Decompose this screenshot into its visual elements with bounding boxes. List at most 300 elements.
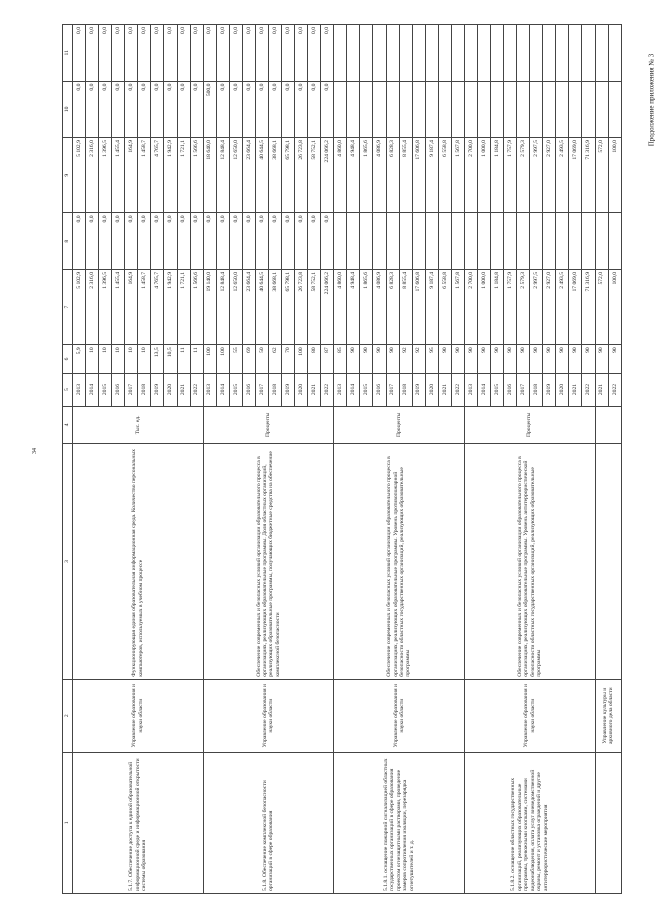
value-cell: 8 855,4 [399, 138, 412, 213]
unit-cell: Проценты [334, 406, 465, 444]
value-cell: 13,5 [151, 345, 164, 373]
value-cell: 0,0 [229, 213, 242, 270]
value-cell: 0,0 [177, 213, 190, 270]
value-cell: 4 860,0 [334, 269, 347, 344]
value-cell [334, 213, 347, 270]
value-cell [438, 25, 451, 82]
header-row [63, 25, 73, 894]
header-cell: 1 [63, 752, 73, 893]
value-cell: 17 606,8 [412, 269, 425, 344]
value-cell: 90 [491, 345, 504, 373]
value-cell: 90 [517, 345, 530, 373]
table-row [334, 25, 347, 894]
value-cell: 0,0 [138, 25, 151, 82]
value-cell [438, 81, 451, 138]
value-cell: 0,0 [73, 81, 86, 138]
value-cell: 23 664,4 [242, 269, 255, 344]
value-cell [608, 213, 621, 270]
value-cell: 0,0 [138, 81, 151, 138]
value-cell [373, 213, 386, 270]
year-cell: 2015 [491, 373, 504, 406]
value-cell: 0,0 [242, 213, 255, 270]
value-cell: 40 644,5 [255, 269, 268, 344]
value-cell: 85 [334, 345, 347, 373]
value-cell [438, 213, 451, 270]
year-cell: 2020 [425, 373, 438, 406]
value-cell: 572,0 [595, 138, 608, 213]
value-cell: 55 [229, 345, 242, 373]
table-row [203, 25, 216, 894]
value-cell: 0,0 [73, 213, 86, 270]
value-cell: 90 [504, 345, 517, 373]
value-cell: 1 865,6 [360, 269, 373, 344]
value-cell: 0,0 [321, 25, 334, 82]
value-cell: 92 [399, 345, 412, 373]
value-cell: 1 184,8 [491, 138, 504, 213]
value-cell [360, 81, 373, 138]
value-cell: 26 723,8 [295, 269, 308, 344]
value-cell: 65 798,1 [282, 269, 295, 344]
year-cell: 2022 [582, 373, 595, 406]
value-cell: 2 997,5 [530, 138, 543, 213]
value-cell: 2 316,0 [86, 138, 99, 213]
year-cell: 2016 [112, 373, 125, 406]
value-cell: 90 [438, 345, 451, 373]
year-cell: 2017 [125, 373, 138, 406]
value-cell [595, 213, 608, 270]
unit-cell: Проценты [203, 406, 334, 444]
indicator-text: Обеспечение современных и безопасных условий организации образовательного процесса в организациях, реализующих образовательные программы. Уровень противопожарной безопасности областных государственных организаций, реализующих образовательные программы [334, 444, 465, 680]
value-cell: 1 000,0 [477, 269, 490, 344]
value-cell: 2 316,0 [86, 269, 99, 344]
value-cell: 90 [347, 345, 360, 373]
value-cell [399, 81, 412, 138]
value-cell [477, 25, 490, 82]
value-cell: 0,0 [321, 81, 334, 138]
value-cell [360, 213, 373, 270]
value-cell: 6 558,8 [438, 269, 451, 344]
value-cell: 90 [477, 345, 490, 373]
value-cell: 6 828,3 [386, 138, 399, 213]
value-cell [582, 213, 595, 270]
year-cell: 2020 [164, 373, 177, 406]
value-cell: 2 579,3 [517, 138, 530, 213]
value-cell: 0,0 [295, 213, 308, 270]
value-cell: 10,5 [164, 345, 177, 373]
value-cell [569, 213, 582, 270]
value-cell: 12 650,0 [229, 269, 242, 344]
unit-cell [595, 406, 622, 444]
header-cell: 10 [63, 81, 73, 138]
value-cell: 0,0 [86, 213, 99, 270]
value-cell: 0,0 [216, 25, 229, 82]
value-cell [504, 213, 517, 270]
value-cell: 0,0 [255, 25, 268, 82]
value-cell: 0,0 [282, 81, 295, 138]
year-cell: 2013 [334, 373, 347, 406]
responsible-org: Управление образования и науки области [464, 679, 595, 752]
value-cell: 1 942,9 [164, 269, 177, 344]
value-cell: 5 102,9 [73, 269, 86, 344]
header-cell: 4 [63, 406, 73, 444]
value-cell [491, 213, 504, 270]
value-cell: 8 855,4 [399, 269, 412, 344]
value-cell: 0,0 [177, 81, 190, 138]
value-cell: 0,0 [125, 81, 138, 138]
value-cell [464, 25, 477, 82]
value-cell: 0,0 [321, 213, 334, 270]
value-cell [347, 81, 360, 138]
value-cell: 0,0 [295, 81, 308, 138]
year-cell: 2019 [543, 373, 556, 406]
year-cell: 2022 [608, 373, 621, 406]
value-cell: 4 948,4 [347, 269, 360, 344]
value-cell: 4 765,7 [151, 269, 164, 344]
value-cell: 0,0 [99, 25, 112, 82]
value-cell [399, 25, 412, 82]
value-cell: 40 644,5 [255, 138, 268, 213]
value-cell: 6 558,8 [438, 138, 451, 213]
value-cell [556, 81, 569, 138]
value-cell: 0,0 [268, 81, 281, 138]
value-cell [477, 213, 490, 270]
value-cell [556, 25, 569, 82]
value-cell: 0,0 [190, 81, 203, 138]
value-cell: 90 [543, 345, 556, 373]
value-cell: 17 069,0 [569, 269, 582, 344]
value-cell [477, 81, 490, 138]
indicator-text: Обеспечение современных и безопасных условий организации образовательного процесса в организациях, реализующих образовательные программы. Доля областных организаций, реализующих образовательные программы, получающих бюджетные средства на обеспечение комплексной безопасности [203, 444, 334, 680]
year-cell: 2018 [530, 373, 543, 406]
year-cell: 2022 [190, 373, 203, 406]
value-cell: 69 [242, 345, 255, 373]
year-cell: 2022 [451, 373, 464, 406]
year-cell: 2013 [464, 373, 477, 406]
value-cell: 1 567,8 [451, 269, 464, 344]
value-cell: 90 [373, 345, 386, 373]
table-row [73, 25, 86, 894]
year-cell: 2019 [282, 373, 295, 406]
year-cell: 2016 [242, 373, 255, 406]
value-cell [425, 81, 438, 138]
indicator-text: Функционирующая единая образовательная информационная среда. Количество персональных компьютеров, используемых в учебном процессе [73, 444, 204, 680]
value-cell: 26 723,8 [295, 138, 308, 213]
year-cell: 2015 [360, 373, 373, 406]
value-cell [582, 81, 595, 138]
value-cell: 2 927,0 [543, 269, 556, 344]
value-cell [386, 25, 399, 82]
value-cell [360, 25, 373, 82]
value-cell [608, 25, 621, 82]
value-cell: 12 650,0 [229, 138, 242, 213]
responsible-org: Управление образования и науки области [73, 679, 204, 752]
value-cell: 1 396,5 [99, 269, 112, 344]
value-cell: 0,0 [255, 81, 268, 138]
value-cell [595, 81, 608, 138]
value-cell: 500,0 [203, 81, 216, 138]
value-cell: 90 [530, 345, 543, 373]
measure-name: 5.1.8.2. оснащение областных государственных организаций, реализующих образовательные программы, тревожными кнопками, системами видеонаблюдения, оплата услуг вневедомственной охраны, ремонт и установка ограждений и другие антитеррористические мероприятия [464, 752, 595, 893]
header-cell: 11 [63, 25, 73, 82]
value-cell: 11 [177, 345, 190, 373]
value-cell: 0,0 [112, 81, 125, 138]
value-cell: 0,0 [229, 81, 242, 138]
header-cell: 5 [63, 373, 73, 406]
value-cell [504, 25, 517, 82]
value-cell: 0,0 [308, 25, 321, 82]
value-cell: 224 066,2 [321, 138, 334, 213]
table-row [464, 25, 477, 894]
year-cell: 2020 [295, 373, 308, 406]
value-cell: 0,0 [86, 81, 99, 138]
value-cell [569, 25, 582, 82]
value-cell [412, 25, 425, 82]
value-cell: 0,0 [151, 25, 164, 82]
value-cell: 90 [582, 345, 595, 373]
value-cell: 1 721,1 [177, 269, 190, 344]
measure-name: 5.1.7. Обеспечение доступа к единой образовательной информационной среде и информационной открытости системы образования [73, 752, 204, 893]
header-cell: 8 [63, 213, 73, 270]
value-cell: 0,0 [203, 213, 216, 270]
value-cell: 0,0 [151, 213, 164, 270]
value-cell: 90 [360, 345, 373, 373]
value-cell: 1 567,8 [451, 138, 464, 213]
responsible-org: Управление образования и науки области [203, 679, 334, 752]
value-cell [412, 81, 425, 138]
value-cell: 0,0 [308, 213, 321, 270]
value-cell: 0,0 [282, 25, 295, 82]
year-cell: 2021 [308, 373, 321, 406]
measure-name [595, 752, 622, 893]
value-cell [608, 81, 621, 138]
value-cell: 0,0 [216, 81, 229, 138]
value-cell: 1 757,9 [504, 269, 517, 344]
value-cell: 0,0 [151, 81, 164, 138]
value-cell [451, 25, 464, 82]
table-body [73, 25, 622, 894]
value-cell: 1 757,9 [504, 138, 517, 213]
value-cell: 18 640,0 [203, 138, 216, 213]
year-cell: 2018 [138, 373, 151, 406]
year-cell: 2016 [504, 373, 517, 406]
year-cell: 2014 [477, 373, 490, 406]
value-cell: 1 566,6 [190, 269, 203, 344]
value-cell: 95 [425, 345, 438, 373]
table-container [62, 24, 622, 894]
year-cell: 2021 [438, 373, 451, 406]
value-cell [464, 213, 477, 270]
indicator-text: Обеспечение современных и безопасных условий организации образовательного процесса в организациях, реализующих образовательные программы. Уровень антитеррористической безопасности областных государственных организаций, реализующих образовательные программы [464, 444, 595, 680]
value-cell: 2 700,0 [464, 138, 477, 213]
value-cell: 58 752,1 [308, 138, 321, 213]
indicator-text [595, 444, 622, 680]
value-cell: 0,0 [282, 213, 295, 270]
value-cell: 1 455,4 [112, 269, 125, 344]
year-cell: 2015 [99, 373, 112, 406]
value-cell: 1 458,7 [138, 269, 151, 344]
value-cell: 90 [595, 345, 608, 373]
value-cell: 0,0 [190, 25, 203, 82]
measure-name: 5.1.8. Обеспечение комплексной безопасности организаций в сфере образования [203, 752, 334, 893]
value-cell: 0,0 [203, 25, 216, 82]
year-cell: 2017 [255, 373, 268, 406]
value-cell [451, 81, 464, 138]
value-cell: 0,0 [242, 81, 255, 138]
unit-cell: Тыс. ед. [73, 406, 204, 444]
value-cell: 9 187,4 [425, 269, 438, 344]
value-cell [399, 213, 412, 270]
value-cell: 23 664,4 [242, 138, 255, 213]
year-cell: 2018 [399, 373, 412, 406]
value-cell: 1 865,6 [360, 138, 373, 213]
value-cell: 1 396,5 [99, 138, 112, 213]
responsible-org: Управление образования и науки области [334, 679, 465, 752]
value-cell: 62 [268, 345, 281, 373]
value-cell [530, 25, 543, 82]
value-cell [595, 25, 608, 82]
value-cell: 0,0 [125, 213, 138, 270]
value-cell: 1 184,8 [491, 269, 504, 344]
value-cell: 0,0 [242, 25, 255, 82]
year-cell: 2021 [177, 373, 190, 406]
value-cell [334, 25, 347, 82]
value-cell: 11 [190, 345, 203, 373]
value-cell: 9 187,4 [425, 138, 438, 213]
value-cell: 0,0 [99, 213, 112, 270]
value-cell [334, 81, 347, 138]
header-cell: 9 [63, 138, 73, 213]
year-cell: 2014 [216, 373, 229, 406]
value-cell: 0,0 [255, 213, 268, 270]
value-cell: 4 765,7 [151, 138, 164, 213]
value-cell: 0,0 [295, 25, 308, 82]
value-cell: 50 [255, 345, 268, 373]
header-cell: 2 [63, 679, 73, 752]
value-cell: 0,0 [99, 81, 112, 138]
value-cell [425, 213, 438, 270]
measure-name: 5.1.8.1. оснащение пожарной сигнализацией областных государственных организаций в сфере образования проектом огнезащитными растворами, проведение замеров сопротивления изоляции, перезарядка огнетушителей и т. д. [334, 752, 465, 893]
header-cell: 6 [63, 345, 73, 373]
year-cell: 2022 [321, 373, 334, 406]
year-cell: 2014 [86, 373, 99, 406]
value-cell: 4 860,0 [334, 138, 347, 213]
value-cell: 1 942,9 [164, 138, 177, 213]
value-cell: 100,0 [608, 138, 621, 213]
value-cell [517, 213, 530, 270]
value-cell: 19 140,0 [203, 269, 216, 344]
value-cell: 4 948,4 [347, 138, 360, 213]
value-cell: 71 316,9 [582, 269, 595, 344]
value-cell [543, 25, 556, 82]
value-cell: 5 102,9 [73, 138, 86, 213]
value-cell: 0,0 [86, 25, 99, 82]
continuation-label: Продолжение приложения № 3 [647, 53, 656, 147]
value-cell [451, 213, 464, 270]
value-cell: 0,0 [164, 81, 177, 138]
value-cell: 1 566,6 [190, 138, 203, 213]
value-cell: 0,0 [112, 213, 125, 270]
year-cell: 2017 [386, 373, 399, 406]
value-cell: 58 752,1 [308, 269, 321, 344]
value-cell [582, 25, 595, 82]
value-cell [504, 81, 517, 138]
value-cell: 224 066,2 [321, 269, 334, 344]
value-cell [347, 25, 360, 82]
page-number: 34 [32, 448, 38, 454]
year-cell: 2019 [151, 373, 164, 406]
year-cell: 2013 [73, 373, 86, 406]
value-cell: 17 069,0 [569, 138, 582, 213]
value-cell: 0,0 [138, 213, 151, 270]
value-cell: 12 848,4 [216, 269, 229, 344]
value-cell: 10 [99, 345, 112, 373]
value-cell: 572,0 [595, 269, 608, 344]
value-cell: 10 [138, 345, 151, 373]
year-cell: 2021 [595, 373, 608, 406]
value-cell: 90 [608, 345, 621, 373]
value-cell: 80 [308, 345, 321, 373]
year-cell: 2021 [569, 373, 582, 406]
value-cell: 90 [556, 345, 569, 373]
value-cell [373, 81, 386, 138]
header-cell: 7 [63, 269, 73, 344]
value-cell: 0,0 [164, 25, 177, 82]
value-cell [491, 25, 504, 82]
value-cell: 10 [125, 345, 138, 373]
value-cell: 0,0 [308, 81, 321, 138]
value-cell [569, 81, 582, 138]
value-cell: 90 [464, 345, 477, 373]
value-cell: 6 828,3 [386, 269, 399, 344]
value-cell: 0,0 [268, 213, 281, 270]
value-cell [543, 213, 556, 270]
value-cell: 164,9 [125, 138, 138, 213]
budget-table [62, 24, 622, 894]
value-cell: 2 493,5 [556, 269, 569, 344]
value-cell: 12 848,4 [216, 138, 229, 213]
value-cell: 5,9 [73, 345, 86, 373]
value-cell: 1 721,1 [177, 138, 190, 213]
value-cell: 1 000,0 [477, 138, 490, 213]
value-cell: 2 927,0 [543, 138, 556, 213]
year-cell: 2013 [203, 373, 216, 406]
value-cell [543, 81, 556, 138]
value-cell: 0,0 [229, 25, 242, 82]
value-cell [425, 25, 438, 82]
value-cell: 0,0 [125, 25, 138, 82]
value-cell: 100 [216, 345, 229, 373]
value-cell [530, 213, 543, 270]
value-cell: 0,0 [190, 213, 203, 270]
value-cell: 90 [451, 345, 464, 373]
header-cell: 3 [63, 444, 73, 680]
value-cell: 2 579,3 [517, 269, 530, 344]
value-cell: 2 700,0 [464, 269, 477, 344]
value-cell: 10 [86, 345, 99, 373]
value-cell [412, 213, 425, 270]
year-cell: 2016 [373, 373, 386, 406]
year-cell: 2015 [229, 373, 242, 406]
value-cell: 92 [412, 345, 425, 373]
value-cell: 0,0 [177, 25, 190, 82]
value-cell: 0,0 [216, 213, 229, 270]
value-cell [464, 81, 477, 138]
value-cell [517, 25, 530, 82]
value-cell [491, 81, 504, 138]
value-cell: 0,0 [112, 25, 125, 82]
value-cell [386, 213, 399, 270]
value-cell [347, 213, 360, 270]
